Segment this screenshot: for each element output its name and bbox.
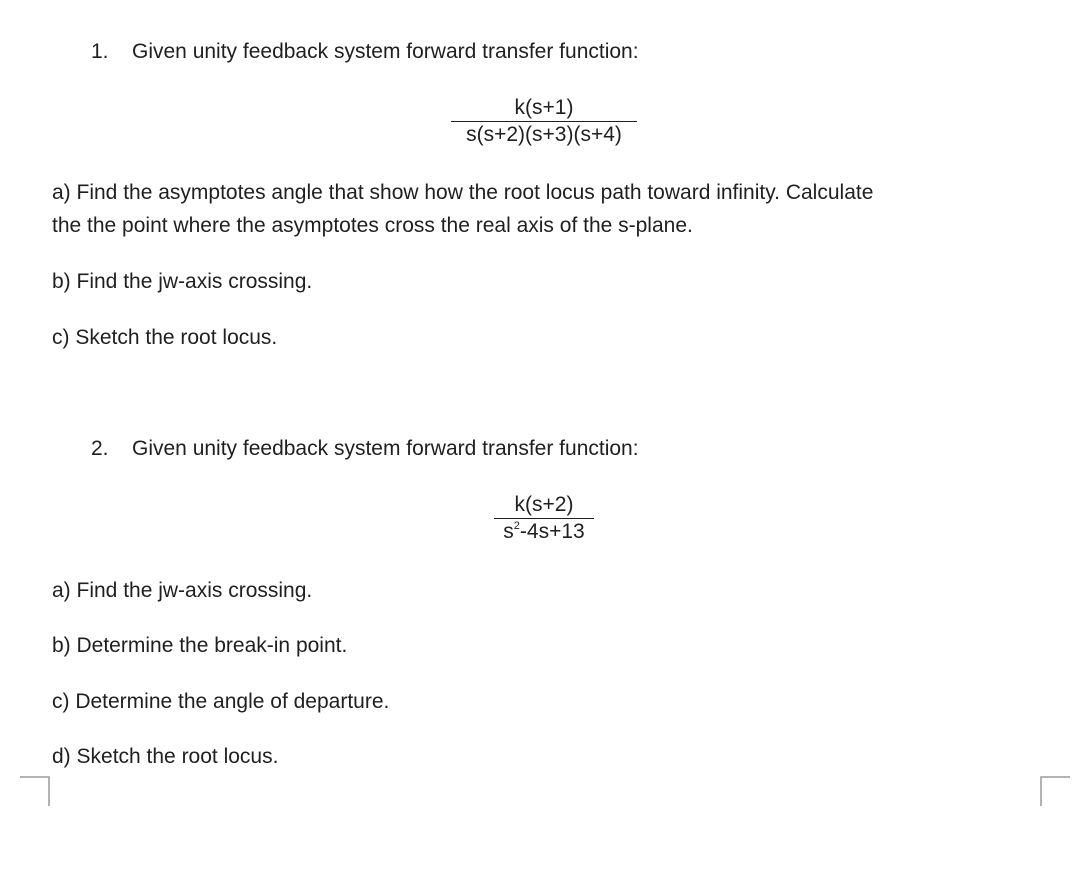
q1-tf-numerator: k(s+1) bbox=[514, 96, 574, 119]
q2-part-d: d) Sketch the root locus. bbox=[52, 745, 279, 768]
q1-part-b: b) Find the jw-axis crossing. bbox=[52, 270, 313, 293]
q1-part-a-line1: a) Find the asymptotes angle that show how the root locus path toward infinity. Calculate bbox=[52, 181, 874, 204]
q1-transfer-function bbox=[451, 95, 637, 148]
q2-tf-denominator bbox=[494, 519, 594, 545]
q2-transfer-function bbox=[494, 492, 594, 545]
q1-part-a-line2: the the point where the asymptotes cross the real axis of the s-plane. bbox=[52, 214, 693, 237]
q2-heading bbox=[91, 435, 639, 463]
q1-number: 1. bbox=[91, 40, 109, 63]
page-corner-mark-right bbox=[1040, 776, 1070, 806]
q2-tf-denominator-base: s bbox=[503, 520, 514, 543]
q1-heading bbox=[91, 38, 639, 66]
q2-part-b: b) Determine the break-in point. bbox=[52, 634, 348, 657]
q2-tf-denominator-rest: -4s+13 bbox=[519, 520, 585, 543]
q2-tf-numerator: k(s+2) bbox=[514, 493, 574, 516]
q2-part-a: a) Find the jw-axis crossing. bbox=[52, 579, 313, 602]
q2-tf-denominator-exponent: 2 bbox=[513, 520, 520, 532]
q2-title: Given unity feedback system forward transfer function: bbox=[132, 437, 639, 460]
q2-number: 2. bbox=[91, 437, 109, 460]
q1-part-c: c) Sketch the root locus. bbox=[52, 326, 278, 349]
q1-tf-denominator: s(s+2)(s+3)(s+4) bbox=[466, 123, 622, 146]
q1-title: Given unity feedback system forward transfer function: bbox=[132, 40, 639, 63]
q2-part-c: c) Determine the angle of departure. bbox=[52, 690, 390, 713]
page-corner-mark-left bbox=[20, 776, 50, 806]
